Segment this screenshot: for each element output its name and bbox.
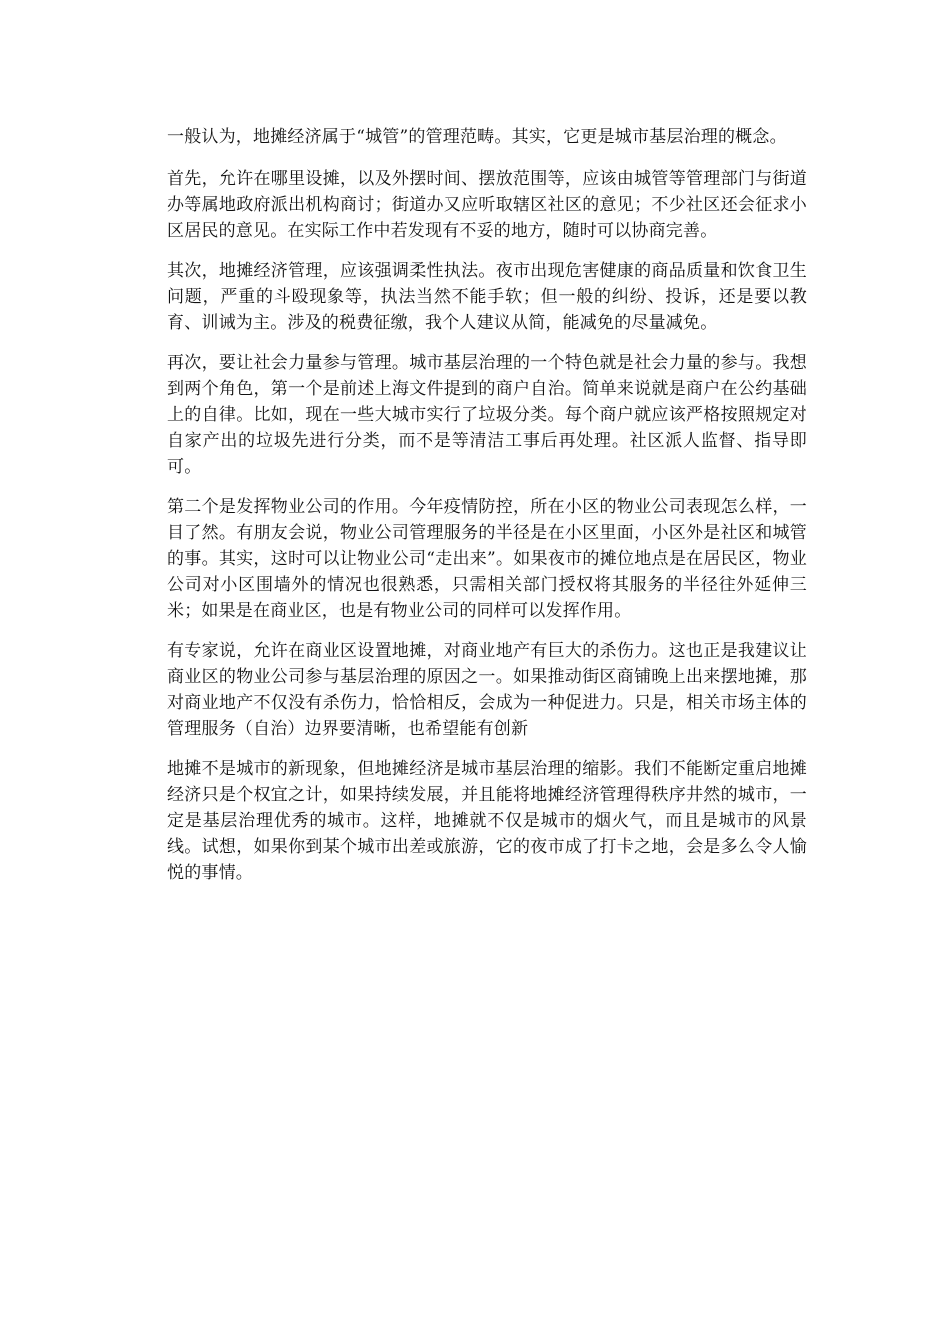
paragraph-second: 其次，地摊经济管理，应该强调柔性执法。夜市出现危害健康的商品质量和饮食卫生问题，严重的斗殴现象等，执法当然不能手软；但一般的纠纷、投诉，还是要以教育、训诫为主。涉及的税费征缴，我个人建议从简，能减免的尽量减免。 bbox=[167, 261, 807, 333]
paragraph-commercial-area: 有专家说，允许在商业区设置地摊，对商业地产有巨大的杀伤力。这也正是我建议让商业区的物业公司参与基层治理的原因之一。如果推动街区商铺晚上出来摆地摊，那对商业地产不仅没有杀伤力，恰恰相反，会成为一种促进力。只是，相关市场主体的管理服务（自治）边界要清晰，也希望能有创新 bbox=[167, 641, 807, 739]
article-body bbox=[167, 124, 807, 886]
paragraph-intro: 一般认为，地摊经济属于“城管”的管理范畴。其实，它更是城市基层治理的概念。 bbox=[167, 127, 787, 147]
paragraph-property-company: 第二个是发挥物业公司的作用。今年疫情防控，所在小区的物业公司表现怎么样，一目了然。有朋友会说，物业公司管理服务的半径是在小区里面，小区外是社区和城管的事。其实，这时可以让物业公司“走出来”。如果夜市的摊位地点是在居民区，物业公司对小区围墙外的情况也很熟悉，只需相关部门授权将其服务的半径往外延伸三米；如果是在商业区，也是有物业公司的同样可以发挥作用。 bbox=[167, 497, 807, 621]
paragraph-first: 首先，允许在哪里设摊，以及外摆时间、摆放范围等，应该由城管等管理部门与街道办等属地政府派出机构商讨；街道办又应听取辖区社区的意见；不少社区还会征求小区居民的意见。在实际工作中若发现有不妥的地方，随时可以协商完善。 bbox=[167, 169, 807, 241]
paragraph-conclusion: 地摊不是城市的新现象，但地摊经济是城市基层治理的缩影。我们不能断定重启地摊经济只是个权宜之计，如果持续发展，并且能将地摊经济管理得秩序井然的城市，一定是基层治理优秀的城市。这样，地摊就不仅是城市的烟火气，而且是城市的风景线。试想，如果你到某个城市出差或旅游，它的夜市成了打卡之地，会是多么令人愉悦的事情。 bbox=[167, 759, 807, 883]
paragraph-third: 再次，要让社会力量参与管理。城市基层治理的一个特色就是社会力量的参与。我想到两个角色，第一个是前述上海文件提到的商户自治。简单来说就是商户在公约基础上的自律。比如，现在一些大城市实行了垃圾分类。每个商户就应该严格按照规定对自家产出的垃圾先进行分类，而不是等清洁工事后再处理。社区派人监督、指导即可。 bbox=[167, 353, 807, 477]
